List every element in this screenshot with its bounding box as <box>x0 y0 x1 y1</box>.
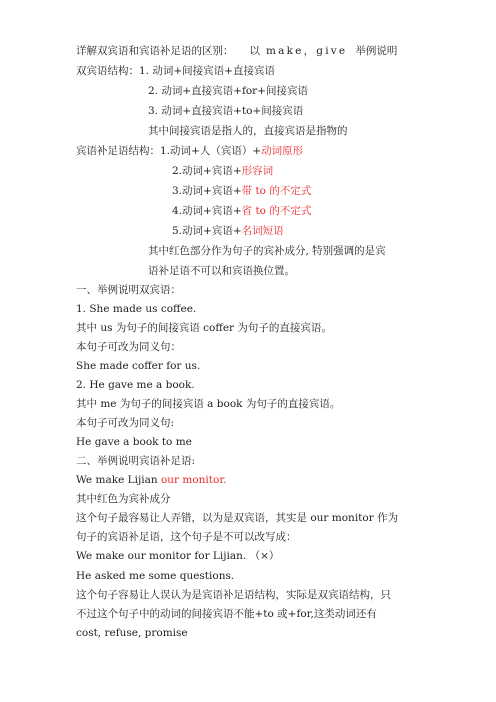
section-2-title: 二、举例说明宾语补足语: <box>76 455 196 467</box>
example-3-explanation-line2: 句子的宾语补足语，这个句子是不可以改写成： <box>76 531 297 543</box>
title-with: 以 <box>249 45 260 57</box>
example-3-highlight: our monitor. <box>160 474 227 486</box>
complement-label: 宾语补足语结构：1.动词+人（宾语）+ <box>76 145 262 157</box>
example-4-explanation-line1: 这个句子容易让人误认为是宾语补足语结构，实际是双宾语结构，只 <box>76 589 391 601</box>
complement-structure-1 <box>76 144 303 158</box>
complement-5-text: 5.动词+宾语+ <box>172 225 242 237</box>
complement-structure-4 <box>172 204 311 218</box>
double-object-structure-1: 双宾语结构：1. 动词+间接宾语+直接宾语 <box>76 65 275 77</box>
example-1: 1. She made us coffee. <box>76 303 197 315</box>
complement-1-highlight: 动词原形 <box>261 145 304 157</box>
example-1-rewrite-label: 本句子可改为同义句： <box>76 341 181 353</box>
complement-note-line1: 其中红色部分作为句子的宾补成分, 特别强调的是宾 <box>148 245 386 257</box>
example-3 <box>76 473 227 487</box>
example-3-note: 其中红色为宾补成分 <box>76 493 171 505</box>
example-3-wrong-rewrite: We make our monitor for Lijian. （×） <box>76 550 280 562</box>
example-4-explanation-line2: 不过这个句子中的动词的间接宾语不能+to 或+for,这类动词还有 <box>76 608 377 620</box>
complement-structure-3 <box>172 184 311 198</box>
example-2-rewrite-label: 本句子可改为同义句: <box>76 417 175 429</box>
title-explain: 举例说明 <box>355 45 398 57</box>
example-2-rewrite: He gave a book to me <box>76 436 192 448</box>
example-3-text: We make Lijian <box>76 474 161 486</box>
complement-structure-2 <box>172 164 273 178</box>
complement-structure-5 <box>172 224 284 238</box>
complement-2-highlight: 形容词 <box>241 165 274 177</box>
complement-4-text: 4.动词+宾语+ <box>172 205 242 217</box>
double-object-structure-3: 3. 动词+直接宾语+to+间接宾语 <box>148 105 304 117</box>
example-1-explanation: 其中 us 为句子的间接宾语 coffer 为句子的直接宾语。 <box>76 322 332 334</box>
title-text: 详解双宾语和宾语补足语的区别： <box>76 45 234 57</box>
example-1-rewrite: She made coffer for us. <box>76 360 201 372</box>
example-3-explanation-line1: 这个句子最容易让人弄错，以为是双宾语，其实是 our monitor 作为 <box>76 512 399 524</box>
double-object-structure-2: 2. 动词+直接宾语+for+间接宾语 <box>148 85 308 97</box>
title-verbs: make，give <box>266 45 348 57</box>
example-4-verb-list: cost, refuse, promise <box>76 627 188 639</box>
complement-5-highlight: 名词短语 <box>241 225 284 237</box>
complement-3-highlight: 带 to 的不定式 <box>241 185 312 197</box>
example-4: He asked me some questions. <box>76 570 235 582</box>
complement-note-line2: 语补足语不可以和宾语换位置。 <box>148 265 295 277</box>
doc-title <box>76 44 397 58</box>
example-2: 2. He gave me a book. <box>76 379 195 391</box>
complement-4-highlight: 省 to 的不定式 <box>241 205 312 217</box>
example-2-explanation: 其中 me 为句子的间接宾语 a book 为句子的直接宾语。 <box>76 398 341 410</box>
double-object-note: 其中间接宾语是指人的，直接宾语是指物的 <box>148 125 348 137</box>
complement-3-text: 3.动词+宾语+ <box>172 185 242 197</box>
section-1-title: 一、举例说明双宾语： <box>76 284 181 296</box>
complement-2-text: 2.动词+宾语+ <box>172 165 242 177</box>
